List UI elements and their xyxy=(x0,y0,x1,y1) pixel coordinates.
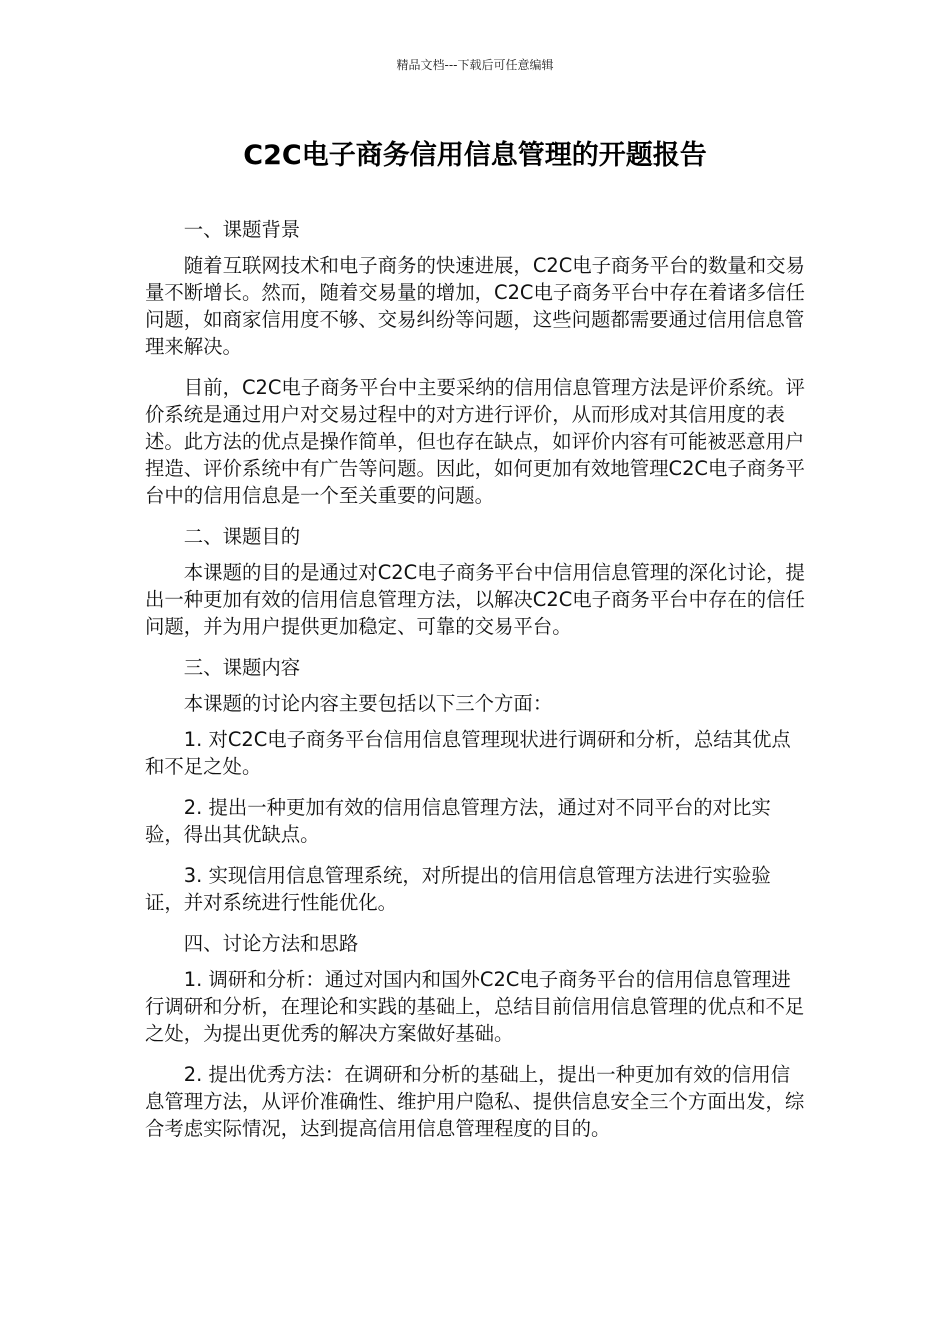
list-item-content-1: 1. 对C2C电子商务平台信用信息管理现状进行调研和分析，总结其优点和不足之处。 xyxy=(145,728,791,778)
list-item-method-2: 2. 提出优秀方法：在调研和分析的基础上，提出一种更加有效的信用信息管理方法，从评价准确性、维护用户隐私、提供信息安全三个方面出发，综合考虑实际情况，达到提高信用信息管理程度的目的。 xyxy=(145,1063,805,1140)
paragraph-background-2: 目前，C2C电子商务平台中主要采纳的信用信息管理方法是评价系统。评价系统是通过用户对交易过程中的对方进行评价，从而形成对其信用度的表述。此方法的优点是操作简单，但也存在缺点，如评价内容有可能被恶意用户捏造、评价系统中有广告等问题。因此，如何更加有效地管理C2C电子商务平台中的信用信息是一个至关重要的问题。 xyxy=(145,376,805,507)
header-note: 精品文档---下载后可任意编辑 xyxy=(396,58,554,72)
document-title: C2C电子商务信用信息管理的开题报告 xyxy=(243,140,707,171)
paragraph-purpose: 本课题的目的是通过对C2C电子商务平台中信用信息管理的深化讨论，提出一种更加有效的信用信息管理方法，以解决C2C电子商务平台中存在的信任问题，并为用户提供更加稳定、可靠的交易平台。 xyxy=(145,561,805,638)
list-item-content-2: 2. 提出一种更加有效的信用信息管理方法，通过对不同平台的对比实验，得出其优缺点。 xyxy=(145,796,771,846)
section-heading-methods: 四、讨论方法和思路 xyxy=(183,932,359,955)
section-heading-purpose: 二、课题目的 xyxy=(183,525,301,548)
paragraph-content-intro: 本课题的讨论内容主要包括以下三个方面： xyxy=(183,692,553,715)
section-heading-content: 三、课题内容 xyxy=(183,656,301,679)
paragraph-background-1: 随着互联网技术和电子商务的快速进展，C2C电子商务平台的数量和交易量不断增长。然而，随着交易量的增加，C2C电子商务平台中存在着诸多信任问题，如商家信用度不够、交易纠纷等问题，这些问题都需要通过信用信息管理来解决。 xyxy=(145,254,805,358)
list-item-content-3: 3. 实现信用信息管理系统，对所提出的信用信息管理方法进行实验验证，并对系统进行性能优化。 xyxy=(145,864,771,914)
list-item-method-1: 1. 调研和分析：通过对国内和国外C2C电子商务平台的信用信息管理进行调研和分析，在理论和实践的基础上，总结目前信用信息管理的优点和不足之处，为提出更优秀的解决方案做好基础。 xyxy=(145,968,805,1045)
section-heading-background: 一、课题背景 xyxy=(183,218,301,241)
document-body xyxy=(145,216,809,1156)
